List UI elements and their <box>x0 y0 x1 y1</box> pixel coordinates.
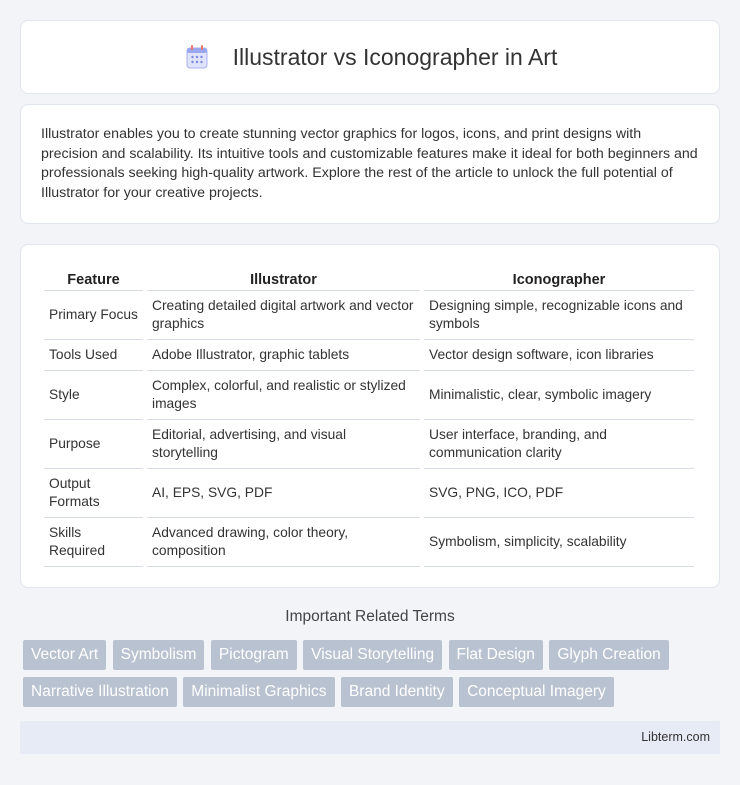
tag-narrative-illustration[interactable]: Narrative Illustration <box>23 677 177 707</box>
table-cell-feature: Skills Required <box>44 518 143 567</box>
table-cell-iconographer: Designing simple, recognizable icons and symbols <box>424 291 694 340</box>
table-cell-feature: Output Formats <box>44 469 143 518</box>
table-cell-illustrator: Creating detailed digital artwork and vector graphics <box>147 291 420 340</box>
tag-glyph-creation[interactable]: Glyph Creation <box>549 640 668 670</box>
table-cell-feature: Primary Focus <box>44 291 143 340</box>
table-row <box>44 518 694 567</box>
table-cell-feature: Tools Used <box>44 340 143 371</box>
table-cell-iconographer: Minimalistic, clear, symbolic imagery <box>424 371 694 420</box>
table-cell-feature: Purpose <box>44 420 143 469</box>
tag-vector-art[interactable]: Vector Art <box>23 640 106 670</box>
tag-minimalist-graphics[interactable]: Minimalist Graphics <box>183 677 334 707</box>
related-terms-tags <box>23 640 703 714</box>
comparison-table-card <box>20 244 720 588</box>
table-cell-illustrator: AI, EPS, SVG, PDF <box>147 469 420 518</box>
footer-site-link[interactable]: Libterm.com <box>641 730 710 744</box>
tag-pictogram[interactable]: Pictogram <box>211 640 297 670</box>
document-list-icon <box>183 43 211 71</box>
table-row <box>44 371 694 420</box>
tag-conceptual-imagery[interactable]: Conceptual Imagery <box>459 677 614 707</box>
table-header-row <box>44 265 694 291</box>
title-card <box>20 20 720 94</box>
table-row <box>44 340 694 371</box>
table-cell-iconographer: Symbolism, simplicity, scalability <box>424 518 694 567</box>
table-cell-iconographer: Vector design software, icon libraries <box>424 340 694 371</box>
table-row <box>44 291 694 340</box>
comparison-table <box>40 265 698 567</box>
intro-text: Illustrator enables you to create stunning vector graphics for logos, icons, and print designs with precision and scalability. Its intuitive tools and customizable features make it ideal for both beginners and professionals seeking high-quality artwork. Explore the rest of the article to unlock the full potential of Illustrator for your creative projects. <box>41 126 698 201</box>
table-row <box>44 420 694 469</box>
related-terms-title: Important Related Terms <box>285 608 455 625</box>
footer <box>20 721 720 754</box>
column-header-illustrator: Illustrator <box>147 265 420 291</box>
table-cell-illustrator: Advanced drawing, color theory, composition <box>147 518 420 567</box>
tag-flat-design[interactable]: Flat Design <box>449 640 543 670</box>
tag-symbolism[interactable]: Symbolism <box>113 640 205 670</box>
tag-brand-identity[interactable]: Brand Identity <box>341 677 453 707</box>
table-cell-illustrator: Editorial, advertising, and visual storytelling <box>147 420 420 469</box>
column-header-iconographer: Iconographer <box>424 265 694 291</box>
table-cell-illustrator: Adobe Illustrator, graphic tablets <box>147 340 420 371</box>
table-row <box>44 469 694 518</box>
tag-visual-storytelling[interactable]: Visual Storytelling <box>303 640 442 670</box>
table-cell-iconographer: User interface, branding, and communication clarity <box>424 420 694 469</box>
page-title: Illustrator vs Iconographer in Art <box>232 43 558 70</box>
table-cell-feature: Style <box>44 371 143 420</box>
intro-card <box>20 104 720 224</box>
column-header-feature: Feature <box>44 265 143 291</box>
table-cell-illustrator: Complex, colorful, and realistic or stylized images <box>147 371 420 420</box>
table-cell-iconographer: SVG, PNG, ICO, PDF <box>424 469 694 518</box>
